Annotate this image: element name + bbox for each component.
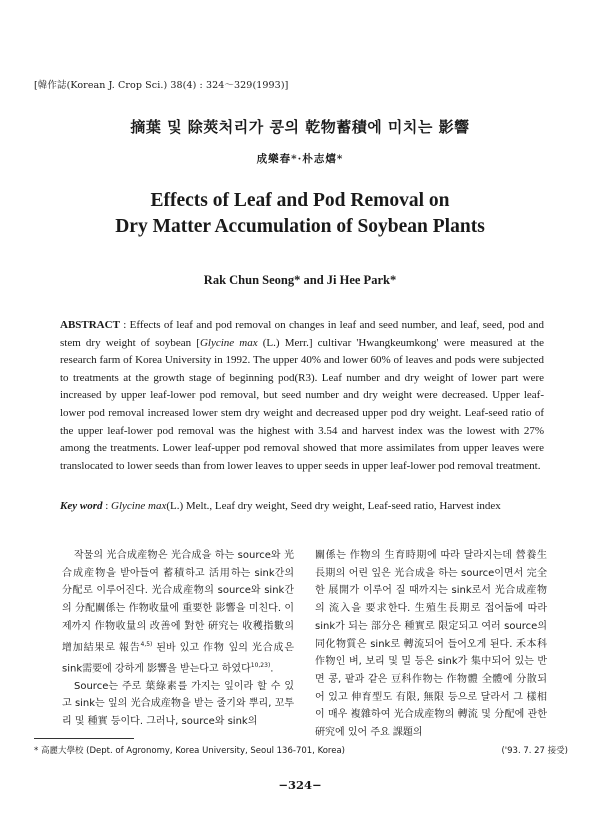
citation: 10,23) xyxy=(250,661,271,669)
page-number: −324− xyxy=(278,778,322,792)
korean-title: 摘葉 및 除莢처리가 콩의 乾物蓄積에 미치는 影響 xyxy=(130,118,470,136)
keywords-label: Key word xyxy=(60,500,103,512)
body-paragraph: Source는 주로 葉綠素를 가지는 잎이라 할 수 있고 sink는 잎의 光合成産物을 받는 줄기와 뿌리, 꼬투리 및 種實 등이다. 그러나, source와 sink의 xyxy=(62,680,294,727)
keywords-species: Glycine max xyxy=(111,500,167,512)
abstract-separator: : xyxy=(119,319,130,331)
keywords-text: (L.) Melt., Leaf dry weight, Seed dry weight, Leaf-seed ratio, Harvest index xyxy=(166,500,501,512)
abstract-label: ABSTRACT xyxy=(60,319,120,331)
body-paragraph xyxy=(62,547,294,678)
english-title-line-1: Effects of Leaf and Pod Removal on xyxy=(150,190,450,211)
body-text: 작물의 光合成産物은 光合成을 하는 source와 光合成産物을 받아들여 蓄積하고 活用하는 sink간의 分配로 이루어진다. 光合成産物의 source와 sink간의 分配關係는 作物收量에 重要한 影響을 미친다. 이제까지 作物收量의 改善에 對한 硏究는 收穫指數의 增加結果로 報告 xyxy=(62,550,294,653)
english-authors: Rak Chun Seong* and Ji Hee Park* xyxy=(203,273,397,287)
korean-authors: 成樂春*·朴志熺* xyxy=(256,153,344,165)
body-right-column xyxy=(315,547,547,742)
journal-reference: [韓作誌(Korean J. Crop Sci.) 38(4) : 324～329(1993)] xyxy=(34,80,289,91)
keywords-separator: : xyxy=(102,500,112,512)
abstract-text-part1: Effects of leaf and pod removal on changes in leaf and seed number, and leaf, seed, pod and stem dry weight of soybean [ xyxy=(60,319,544,349)
body-text: . xyxy=(270,662,274,674)
body-paragraph: 關係는 作物의 生育時期에 따라 달라지는데 營養生長期의 어린 잎은 光合成을 하는 source이면서 完全한 展開가 이루어 질 때까지는 sink로서 光合成産物의 流入을 要求한다. 生殖生長期로 접어듦에 따라 sink가 되는 部分은 種實로 限定되고 여러 source의 同化物質은 sink로 轉流되어 들어오게 된다. 禾本科作物인 벼, 보리 및 밀 등은 sink가 集中되어 있는 반면 콩, 팥과 같은 豆科作物는 作物體 全體에 分散되어 있고 伸育型도 有限, 無限 등으로 달라서 그 樣相이 매우 複雜하여 光合成産物의 轉流 및 分配에 관한 硏究에 있어 주요 課題의 xyxy=(315,550,547,739)
received-date: ('93. 7. 27 接受) xyxy=(501,746,568,756)
affiliation-footnote: * 高麗大學校 (Dept. of Agronomy, Korea University, Seoul 136-701, Korea) xyxy=(34,746,345,756)
citation: 4,5) xyxy=(140,640,153,648)
footnote-divider xyxy=(34,738,134,739)
body-left-column xyxy=(62,547,294,731)
keywords xyxy=(60,498,544,516)
english-title xyxy=(0,188,600,240)
english-title-line-2: Dry Matter Accumulation of Soybean Plants xyxy=(115,216,485,237)
abstract-text-part2: (L.) Merr.] cultivar 'Hwangkeumkong' were measured at the research farm of Korea University in 1992. The upper 40% and lower 60% of leaves and pods were subjected to treatments at the growth stage of beginning pod(R3). Leaf number and dry weight of lower part were increased by upper leaf-lower pod removal, but seed number and dry weight were decreased. Upper leaf-lower pod removal increased lower stem dry weight and decreased upper pod dry weight. Leaf-seed ratio of the upper leaf-lower pod removal was the highest with 3.54 and harvest index was the lowest with 27% among the treatments. Lower leaf-upper pod removal showed that more assimilates from upper leaves were translocated to lower seeds than from lower leaves to upper seeds in upper leaf-lower pod removal treatment. xyxy=(60,336,544,472)
abstract xyxy=(60,317,544,475)
body-text: 된바 있고 作物 잎의 光合成은 sink需要에 강하게 影響을 받는다고 하였다 xyxy=(62,641,295,674)
abstract-species: Glycine max xyxy=(199,336,258,349)
